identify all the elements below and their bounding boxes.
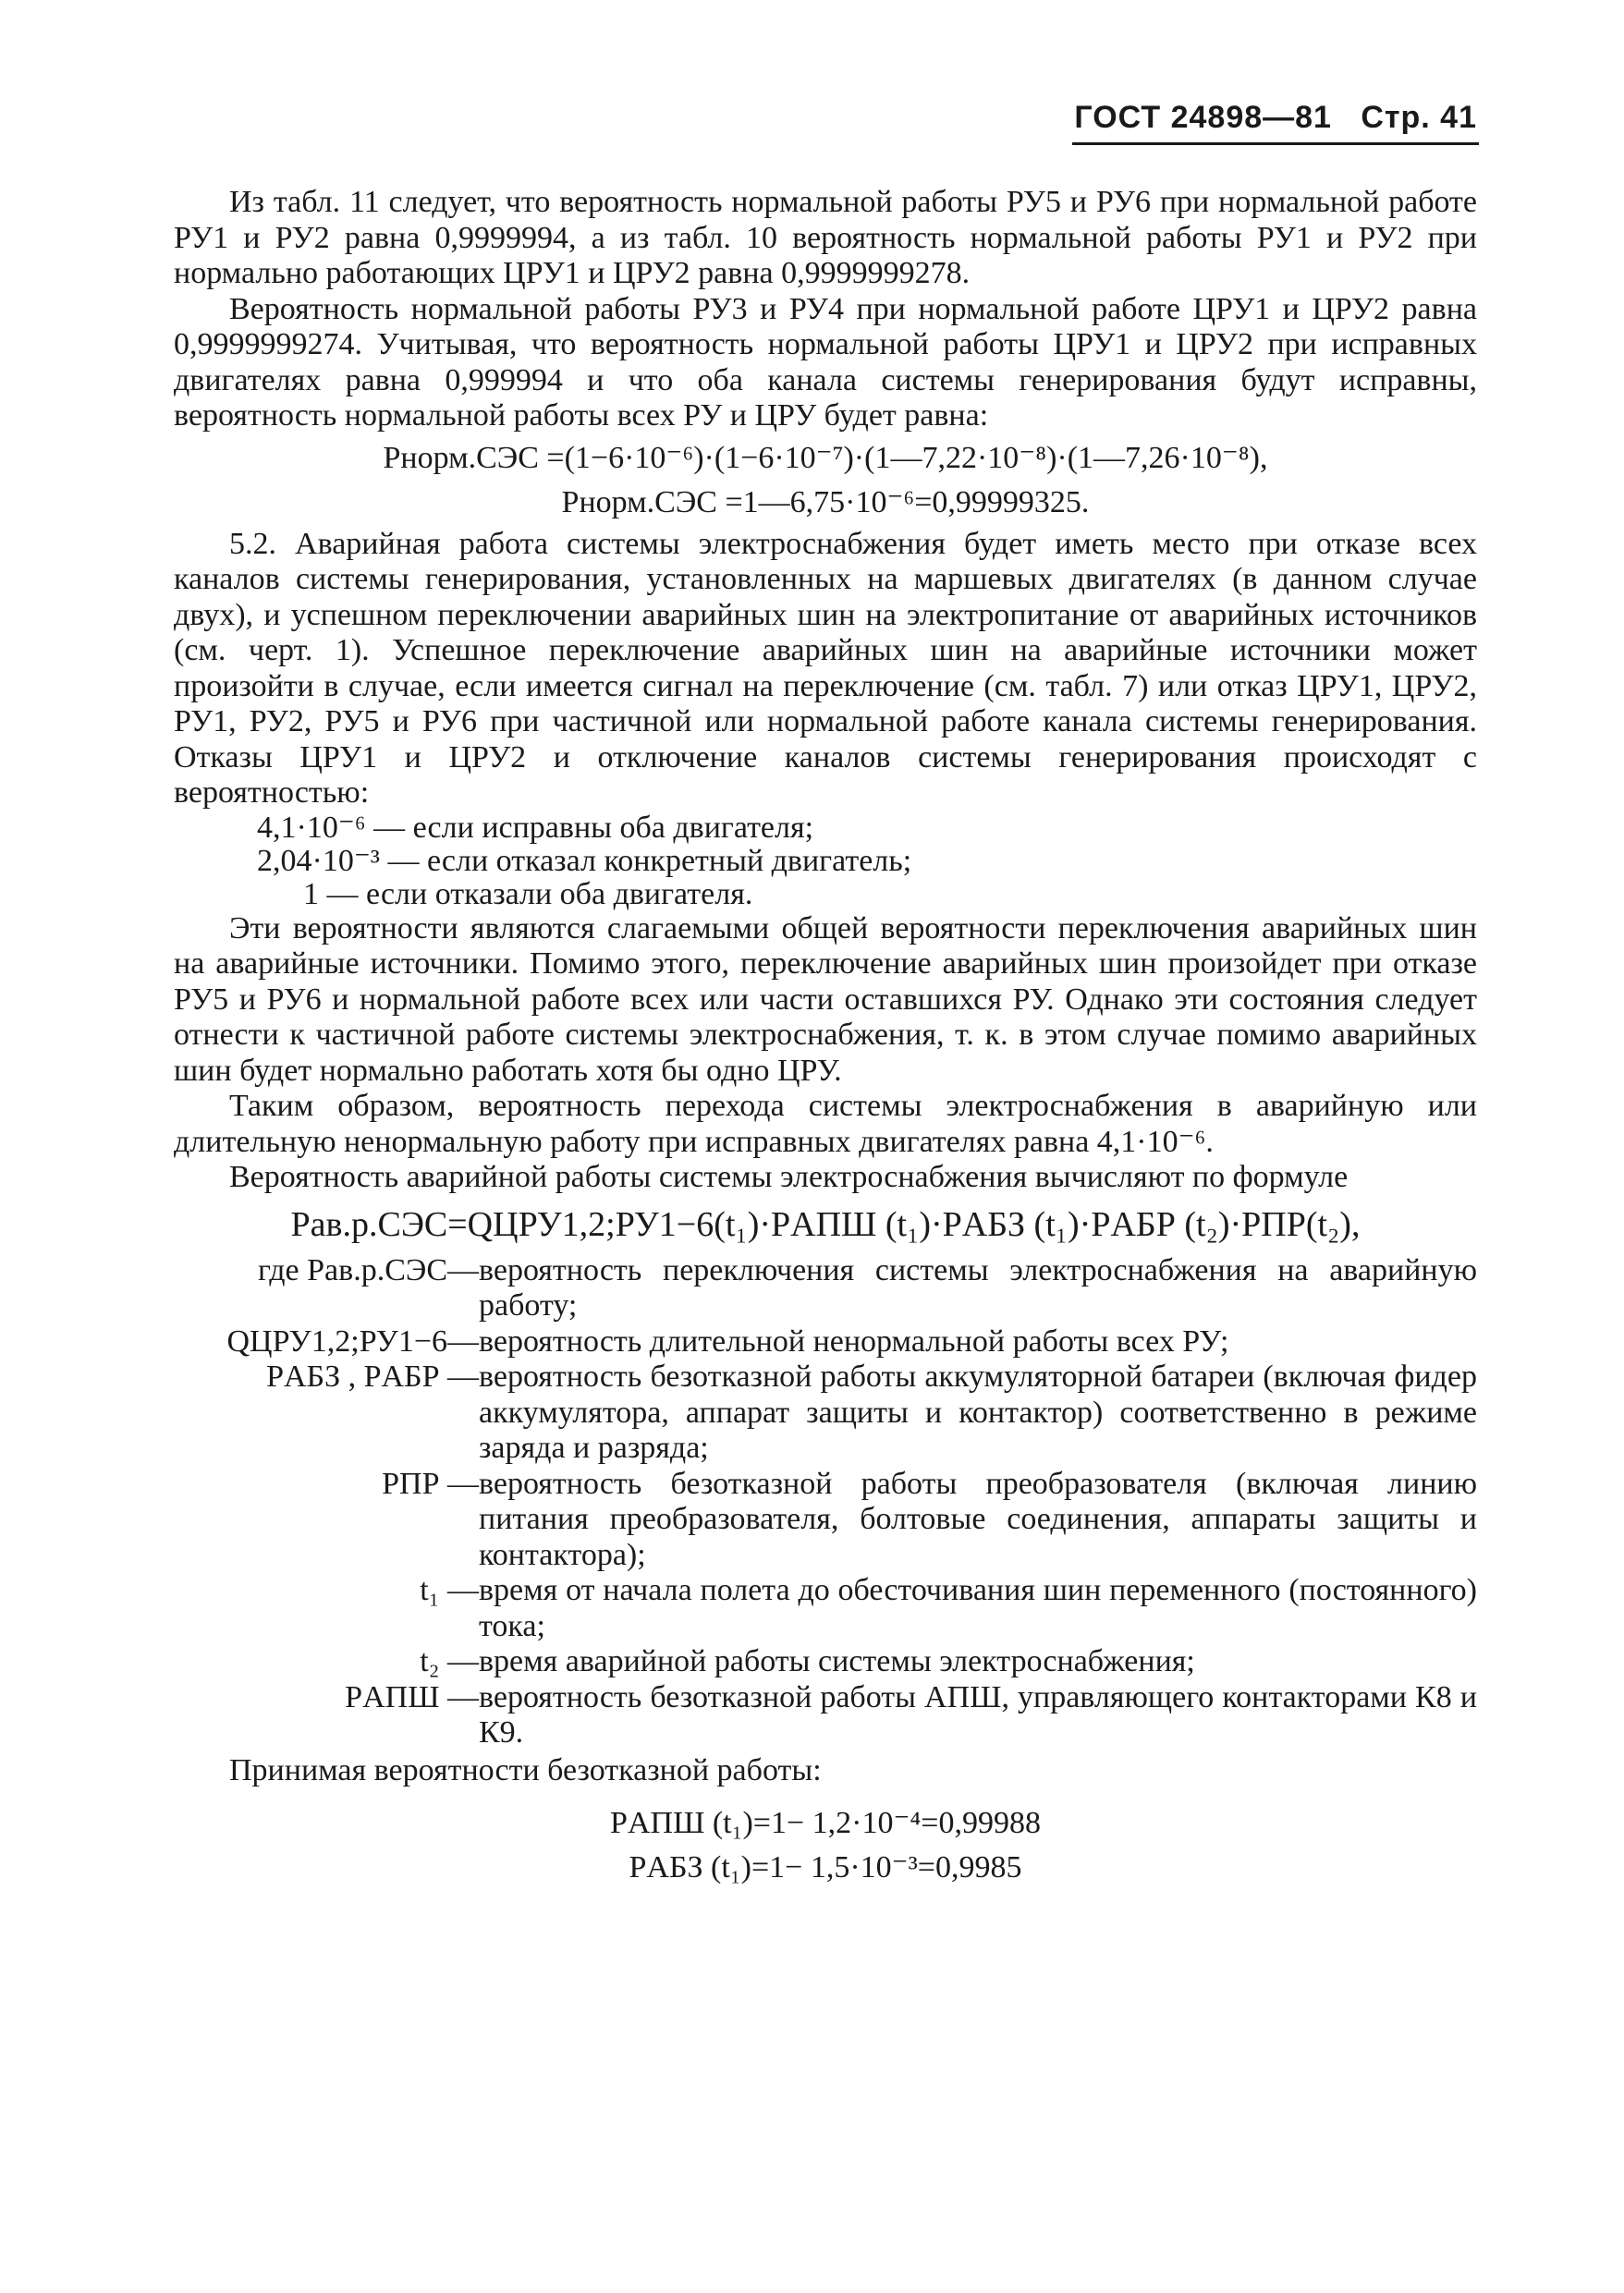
definition-term: t₁ — — [420, 1573, 479, 1607]
paragraph: Вероятность нормальной работы РУ3 и РУ4 при нормальной работе ЦРУ1 и ЦРУ2 равна 0,9999999274. Учитывая, что вероятность нормальной работы ЦРУ1 и ЦРУ2 при исправных двигателях равна 0,999994 и что оба канала системы генерирования будут исправны, вероятность нормальной работы всех РУ и ЦРУ будет равна: — [174, 291, 1477, 433]
formula-p-apsh: PАПШ (t₁)=1− 1,2·10⁻⁴=0,99988 — [610, 1806, 1041, 1840]
paragraph: Таким образом, вероятность перехода системы электроснабжения в аварийную или длительную ненормальную работу при исправных двигателях равна 4,1·10⁻⁶. — [174, 1089, 1477, 1159]
definition-term: PАПШ — — [345, 1679, 479, 1714]
definition-row — [174, 1467, 1477, 1574]
paragraph: 5.2. Аварийная работа системы электроснабжения будет иметь место при отказе всех каналов системы генерирования, установленных на маршевых двигателях (в данном случае двух), и успешном переключении аварийных шин на электропитание от аварийных источников (см. черт. 1). Успешное переключение аварийных шин на аварийные источники может произойти в случае, если имеется сигнал на переключение (см. табл. 7) или отказ ЦРУ1, ЦРУ2, РУ1, РУ2, РУ5 и РУ6 при частичной или нормальной работе канала системы генерирования. Отказы ЦРУ1 и ЦРУ2 и отключение каналов системы генерирования происходят с вероятностью: — [174, 526, 1477, 810]
definition-row — [174, 1253, 1477, 1324]
definition-term: t₂ — — [420, 1644, 479, 1678]
standard-number: ГОСТ 24898—81 — [1074, 100, 1332, 135]
definition-body: время от начала полета до обесточивания шин переменного (постоянного) тока; — [479, 1573, 1477, 1643]
definition-term: PПР — — [382, 1466, 479, 1501]
formula-p-norm-result: Pнорм.СЭС =1—6,75·10⁻⁶=0,99999325. — [561, 484, 1090, 519]
definition-body: время аварийной работы системы электроснабжения; — [479, 1644, 1195, 1678]
definition-term: QЦРУ1,2;РУ1−6— — [226, 1323, 479, 1359]
body-text — [174, 185, 1477, 1892]
paragraph: Вероятность аварийной работы системы электроснабжения вычисляют по формуле — [229, 1160, 1349, 1194]
list-item: 1 — если отказали оба двигателя. — [303, 876, 753, 911]
definition-row — [174, 1360, 1477, 1467]
definition-body: вероятность переключения системы электроснабжения на аварийную работу; — [479, 1252, 1477, 1323]
paragraph: Эти вероятности являются слагаемыми общей вероятности переключения аварийных шин на аварийные источники. Помимо этого, переключение аварийных шин произойдет при отказе РУ5 и РУ6 и нормальной работе всех или части оставшихся РУ. Однако эти состояния следует отнести к частичной работе системы электроснабжения, т. к. в этом случае помимо аварийных шин будет нормально работать хотя бы одно ЦРУ. — [174, 910, 1477, 1088]
definition-row — [174, 1573, 1477, 1644]
definition-row — [174, 1644, 1477, 1680]
list-item: 4,1·10⁻⁶ — если исправны оба двигателя; — [257, 810, 814, 845]
page-header — [1070, 100, 1477, 136]
definition-body: вероятность безотказной работы преобразователя (включая линию питания преобразователя, болтовые соединения, аппараты защиты и контактора); — [479, 1466, 1477, 1572]
definition-body: вероятность безотказной работы АПШ, управляющего контакторами К8 и К9. — [479, 1679, 1477, 1750]
paragraph: Из табл. 11 следует, что вероятность нормальной работы РУ5 и РУ6 при нормальной работе РУ1 и РУ2 равна 0,9999994, а из табл. 10 вероятность нормальной работы РУ1 и РУ2 при нормально работающих ЦРУ1 и ЦРУ2 равна 0,9999999278. — [174, 185, 1477, 290]
formula-p-norm: Pнорм.СЭС =(1−6·10⁻⁶)·(1−6·10⁻⁷)·(1—7,22·10⁻⁸)·(1—7,26·10⁻⁸), — [383, 440, 1268, 475]
definition-body: вероятность длительной ненормальной работы всех РУ; — [479, 1323, 1229, 1359]
probability-list — [174, 811, 1477, 911]
definition-term: где Pав.р.СЭС— — [258, 1252, 479, 1287]
formula-p-emergency: Pав.р.СЭС=QЦРУ1,2;РУ1−6(t₁)·PАПШ (t₁)·PАБЗ (t₁)·PАБР (t₂)·PПР(t₂), — [290, 1204, 1361, 1244]
paragraph: Принимая вероятности безотказной работы: — [229, 1752, 822, 1787]
header-rule — [1072, 142, 1479, 145]
definition-row — [174, 1680, 1477, 1751]
page-label: Стр. 41 — [1361, 100, 1477, 135]
formula-p-abz: PАБЗ (t₁)=1− 1,5·10⁻³=0,9985 — [629, 1850, 1022, 1884]
definition-row — [174, 1324, 1477, 1360]
definition-body: вероятность безотказной работы аккумуляторной батареи (включая фидер аккумулятора, аппарат защиты и контактор) соответственно в режиме заряда и разряда; — [479, 1360, 1477, 1465]
list-item: 2,04·10⁻³ — если отказал конкретный двигатель; — [257, 843, 912, 878]
definitions-list — [174, 1253, 1477, 1751]
definition-term: PАБЗ , PАБР — — [266, 1360, 479, 1394]
